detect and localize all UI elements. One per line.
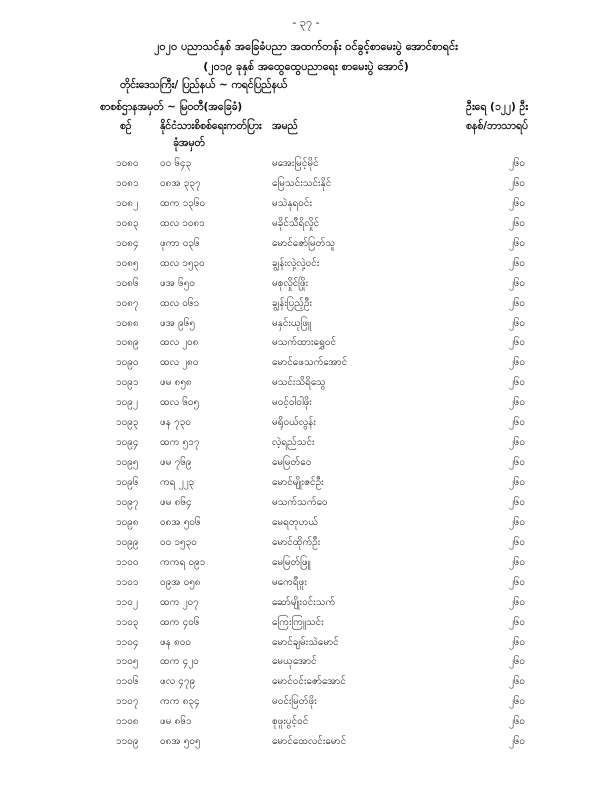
table-row bbox=[0, 371, 612, 391]
name-cell: ချွန်းပြည့်ဦး bbox=[272, 297, 313, 309]
code-cell: ၂၆၀ bbox=[508, 197, 525, 209]
table-row bbox=[0, 411, 612, 431]
code-cell: ၂၆၀ bbox=[508, 377, 525, 389]
name-cell: မေမြတ်ဝေ bbox=[272, 457, 312, 469]
serial-cell: ၁၀၉၉ bbox=[116, 536, 139, 548]
name-cell: ချွန်းလှဲ့လှဲ့ဝင်း bbox=[272, 257, 320, 269]
name-cell: မောင်ဝင်းဇော်အောင် bbox=[272, 676, 346, 688]
registration-cell: ဖန ၇၃၀ bbox=[160, 417, 191, 429]
table-row bbox=[0, 272, 612, 292]
name-cell: မောင်မျိုးဇင်ဦး bbox=[272, 477, 324, 488]
code-cell: ၂၆၀ bbox=[508, 616, 525, 628]
page-title: ၂၀၂၀ ပညာသင်နှစ် အခြေခံပညာ အထက်တန်း ဝင်ခွင့်စာမေးပွဲ အောင်စာရင်း bbox=[154, 40, 458, 53]
serial-cell: ၁၀၈၅ bbox=[116, 257, 139, 269]
name-cell: မေရတုဟယ် bbox=[272, 516, 319, 528]
registration-cell: ၀၀ ၆၄၃ bbox=[160, 158, 192, 169]
name-cell: စုဖူးပွင့်ဝင် bbox=[272, 716, 309, 728]
serial-cell: ၁၀၈၈ bbox=[116, 317, 139, 329]
table-row bbox=[0, 591, 612, 611]
serial-cell: ၁၁၀၅ bbox=[116, 656, 139, 668]
registration-cell: ၀၀ ၁၅၃၀ bbox=[160, 536, 197, 548]
table-row bbox=[0, 531, 612, 551]
code-cell: ၂၆၀ bbox=[508, 277, 525, 289]
name-cell: မသက်သက်ဝေ bbox=[272, 496, 328, 508]
table-row bbox=[0, 571, 612, 591]
table-row bbox=[0, 252, 612, 272]
code-cell: ၂၆၀ bbox=[508, 417, 525, 429]
name-cell: ဆော်မျိုးဝင်းသက် bbox=[272, 596, 336, 608]
serial-cell: ၁၁၀၃ bbox=[116, 616, 139, 628]
table-row bbox=[0, 710, 612, 730]
code-cell: ၂၆၀ bbox=[508, 496, 525, 508]
name-cell: မရိုဝယ်လွန်း bbox=[272, 417, 316, 429]
code-cell: ၂၆၀ bbox=[508, 337, 525, 349]
name-cell: မအေးမြင့်မိုင် bbox=[272, 158, 319, 169]
code-cell: ၂၆၀ bbox=[508, 397, 525, 409]
serial-cell: ၁၀၉၈ bbox=[116, 516, 139, 528]
name-cell: မသဲနုရဝင်း bbox=[272, 197, 312, 209]
name-cell: မကေရီဖူး bbox=[272, 576, 307, 588]
column-header-registration: နိုင်ငံသားစိစစ်ရေးကတ်ပြား bbox=[160, 120, 262, 132]
name-cell: မောင်ထေလင်းမောင် bbox=[272, 736, 347, 748]
code-cell: ၂၆၀ bbox=[508, 556, 525, 568]
name-cell: မေမြတ်ဖြူ bbox=[272, 556, 311, 568]
name-cell: မခိုင်သီရိလှိုင် bbox=[272, 217, 320, 229]
name-cell: မောင်ချမ်းသဲမောင် bbox=[272, 636, 339, 648]
code-cell: ၂၆၀ bbox=[508, 317, 525, 329]
table-row bbox=[0, 232, 612, 252]
code-cell: ၂၆၀ bbox=[508, 237, 525, 249]
name-cell: မသင်းသိရိသွေ bbox=[272, 377, 326, 389]
table-row bbox=[0, 551, 612, 571]
serial-cell: ၁၀၉၁ bbox=[116, 377, 139, 389]
registration-cell: ဖမ ၇၆၉ bbox=[160, 457, 192, 469]
table-row bbox=[0, 730, 612, 750]
table-row bbox=[0, 471, 612, 491]
serial-cell: ၁၁၀၇ bbox=[116, 696, 139, 708]
page-subtitle: (၂၀၁၉ ခုနှစ် အထွေထွေပညာရေး စာမေးပွဲ အောင်) bbox=[203, 60, 409, 73]
serial-cell: ၁၁၀၂ bbox=[116, 596, 138, 608]
table-row bbox=[0, 391, 612, 411]
code-cell: ၂၆၀ bbox=[508, 477, 525, 488]
registration-cell: ထက ၅၁၇ bbox=[160, 437, 200, 449]
name-cell: မနှင်းယုဖြူ bbox=[272, 317, 311, 329]
registration-cell: ၀၈အ ၅၀၆ bbox=[160, 516, 201, 528]
registration-cell: ဖန ၈၀၀ bbox=[160, 636, 192, 648]
code-cell: ၂၆၀ bbox=[508, 457, 525, 469]
table-row bbox=[0, 172, 612, 192]
table-row bbox=[0, 650, 612, 670]
column-header-registration-line2: ခုံအမှတ် bbox=[173, 137, 205, 149]
exam-center-label: စာစစ်ဌာနအမှတ် ~ မြဝတီ(အခြေခံ) bbox=[100, 101, 243, 113]
name-cell: မြေသင်းသင်းနိုင် bbox=[272, 177, 332, 189]
code-cell: ၂၆၀ bbox=[508, 297, 525, 309]
name-cell: မဝင့်ဝါဝါဖိုး bbox=[272, 397, 312, 409]
table-row bbox=[0, 331, 612, 351]
registration-cell: ထလ ၆၀၅ bbox=[160, 397, 200, 409]
code-cell: ၂၆၀ bbox=[508, 158, 525, 169]
table-row bbox=[0, 491, 612, 511]
registration-cell: ဖမ ၈၅၈ bbox=[160, 377, 192, 389]
name-cell: မသက်ထားရွှေဝင် bbox=[272, 337, 337, 349]
total-count: ဦးရေ (၁၂၂) ဦး bbox=[466, 101, 528, 113]
code-cell: ၂၆၀ bbox=[508, 676, 525, 688]
registration-cell: ဖအ ၉၆၅ bbox=[160, 317, 195, 329]
registration-cell: ဖလ ၄၇၉ bbox=[160, 676, 196, 688]
table-row bbox=[0, 451, 612, 471]
serial-cell: ၁၀၈၂ bbox=[116, 197, 138, 209]
registration-cell: ကရ ၂၂၃ bbox=[160, 477, 195, 488]
registration-cell: ထလ ၂၀၈ bbox=[160, 337, 199, 349]
region-label: တိုင်းဒေသကြီး/ ပြည်နယ် ~ ကရင်ပြည်နယ် bbox=[120, 79, 288, 91]
table-row bbox=[0, 351, 612, 371]
code-cell: ၂၆၀ bbox=[508, 596, 525, 608]
name-cell: လဲ့ရည်သင်း bbox=[272, 437, 315, 449]
table-row bbox=[0, 312, 612, 332]
serial-cell: ၁၀၈၀ bbox=[116, 158, 139, 169]
registration-cell: ဖမ ၈၆၁ bbox=[160, 716, 192, 728]
name-cell: မောင်ဇော်မြတ်သူ bbox=[272, 237, 336, 249]
page-number: - ၃၇ - bbox=[292, 16, 320, 29]
code-cell: ၂၆၀ bbox=[508, 576, 525, 588]
table-row bbox=[0, 192, 612, 212]
serial-cell: ၁၀၉၇ bbox=[116, 496, 139, 508]
code-cell: ၂၆၀ bbox=[508, 357, 525, 369]
code-cell: ၂၆၀ bbox=[508, 516, 525, 528]
registration-cell: ထက ၁၃၆၀ bbox=[160, 197, 206, 209]
name-cell: မဝင်းမြတ်ဖိုး bbox=[272, 696, 317, 708]
serial-cell: ၁၀၈၃ bbox=[116, 217, 139, 229]
serial-cell: ၁၀၈၇ bbox=[116, 297, 139, 309]
serial-cell: ၁၀၉၂ bbox=[116, 397, 138, 409]
table-row bbox=[0, 431, 612, 451]
table-row bbox=[0, 292, 612, 312]
code-cell: ၂၆၀ bbox=[508, 536, 525, 548]
serial-cell: ၁၀၉၀ bbox=[116, 357, 139, 369]
table-row bbox=[0, 690, 612, 710]
serial-cell: ၁၁၀၄ bbox=[116, 636, 139, 648]
registration-cell: ၀၈အ ၅၀၅ bbox=[160, 736, 201, 748]
serial-cell: ၁၁၀၀ bbox=[116, 556, 139, 568]
code-cell: ၂၆၀ bbox=[508, 716, 525, 728]
column-header-code: စနစ်/ဘာသာရပ် bbox=[466, 120, 528, 132]
column-header-serial: စဉ် bbox=[120, 120, 132, 132]
column-header-name: အမည် bbox=[272, 120, 298, 132]
serial-cell: ၁၀၈၁ bbox=[116, 177, 139, 189]
registration-cell: ဖမ ၈၆၄ bbox=[160, 496, 192, 508]
serial-cell: ၁၁၀၁ bbox=[116, 576, 139, 588]
code-cell: ၂၆၀ bbox=[508, 257, 525, 269]
registration-cell: ထက ၄၀၆ bbox=[160, 616, 200, 628]
code-cell: ၂၆၀ bbox=[508, 696, 525, 708]
code-cell: ၂၆၀ bbox=[508, 656, 525, 668]
serial-cell: ၁၁၀၈ bbox=[116, 716, 139, 728]
registration-cell: ထလ ၁၅၃၀ bbox=[160, 257, 205, 269]
code-cell: ၂၆၀ bbox=[508, 217, 525, 229]
table-row bbox=[0, 631, 612, 651]
serial-cell: ၁၀၈၉ bbox=[116, 337, 139, 349]
name-cell: မစုလှိုင်ဖြိုး bbox=[272, 277, 309, 289]
table-row bbox=[0, 670, 612, 690]
results-table bbox=[0, 152, 612, 750]
registration-cell: ထက ၄၂၀ bbox=[160, 656, 199, 668]
name-cell: ကြေးကြူသင်း bbox=[272, 616, 324, 628]
registration-cell: ၀၉အ ၀၅၈ bbox=[160, 576, 201, 588]
code-cell: ၂၆၀ bbox=[508, 636, 525, 648]
serial-cell: ၁၀၉၆ bbox=[116, 477, 139, 488]
registration-cell: ၀၈အ ၃၃၇ bbox=[160, 177, 201, 189]
registration-cell: ထက ၂၀၇ bbox=[160, 596, 199, 608]
code-cell: ၂၆၀ bbox=[508, 736, 525, 748]
registration-cell: ထလ ၀၆၁ bbox=[160, 297, 200, 309]
registration-cell: ကက ၈၃၄ bbox=[160, 696, 200, 708]
name-cell: မောင်ဖေသက်အောင် bbox=[272, 357, 348, 369]
code-cell: ၂၆၀ bbox=[508, 437, 525, 449]
serial-cell: ၁၀၈၄ bbox=[116, 237, 139, 249]
name-cell: မောင်ထိုက်ဦး bbox=[272, 536, 321, 548]
name-cell: မေယုအောင် bbox=[272, 656, 317, 668]
serial-cell: ၁၀၈၆ bbox=[116, 277, 139, 289]
serial-cell: ၁၀၉၃ bbox=[116, 417, 139, 429]
code-cell: ၂၆၀ bbox=[508, 177, 525, 189]
registration-cell: ဖုကာ ၀၃၆ bbox=[160, 237, 200, 249]
serial-cell: ၁၀၉၅ bbox=[116, 457, 139, 469]
serial-cell: ၁၁၀၆ bbox=[116, 676, 139, 688]
registration-cell: ဖအ ၆၅၀ bbox=[160, 277, 195, 289]
serial-cell: ၁၀၉၄ bbox=[116, 437, 139, 449]
registration-cell: ကကရ ၀၉၁ bbox=[160, 556, 206, 568]
registration-cell: ထလ ၁၀၈၁ bbox=[160, 217, 205, 229]
table-row bbox=[0, 212, 612, 232]
table-row bbox=[0, 611, 612, 631]
table-row bbox=[0, 511, 612, 531]
table-row bbox=[0, 152, 612, 172]
registration-cell: ထလ ၂၈၀ bbox=[160, 357, 199, 369]
serial-cell: ၁၁၀၉ bbox=[116, 736, 139, 748]
